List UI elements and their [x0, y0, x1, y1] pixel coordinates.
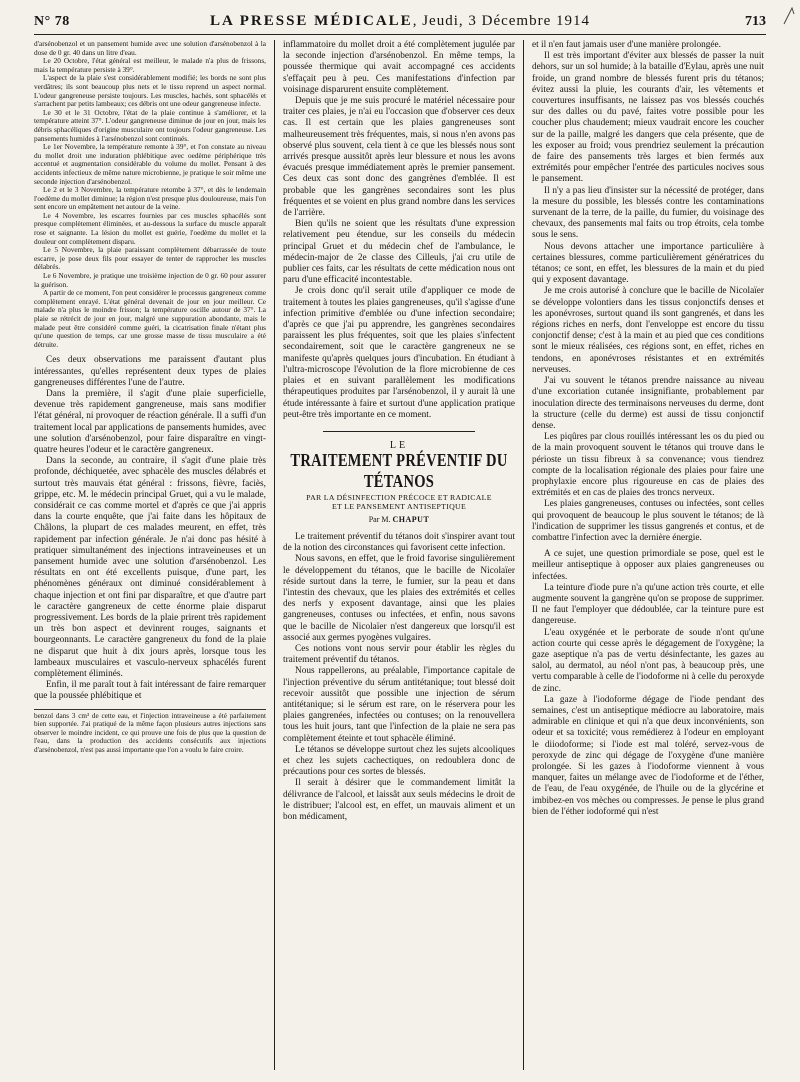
- issue-date: , Jeudi, 3 Décembre 1914: [412, 13, 590, 29]
- paragraph: Dans la seconde, au contraire, il s'agit d'une plaie très profonde, déchiquetée, avec sphacèle des muscles délabrés et surtout très mauvais état général : frissons, fièvre, faciès, grippe, etc. M. le médecin principal Gruet, qui a vu le malade, considérait ce cas comme mortel et d'après ce que j'ai appris dans la courte enquête, que j'ai faite dans les hôpitaux de Châlons, la plupart de ces malades meurent, en effet, très rapidement par infection générale. Je n'ai donc pas hésité à pratiquer simultanément des injections intraveineuses et un pansement humide avec une solution d'arsénobenzol. Les résultats en ont été excellents puisque, d'une part, les phénomènes généraux ont diminué considérablement à chaque injection et ont fini par disparaître, et que d'autre part le caractère gangreneux de cette énorme plaie disparut progressivement. Les bords de la plaie prirent très rapidement un très bon aspect et devinrent rouges, saignants et bourgeonnants. Le caractère gangreneux du fond de la plaie ne disparut que huit à dix jours après, lorsque tous les lambeaux musculaires et vasculo-nerveux sphacélés furent complètement éliminés.: [34, 456, 266, 680]
- article-title: TRAITEMENT PRÉVENTIF DU TÉTANOS: [290, 450, 508, 492]
- body-text: [532, 40, 764, 818]
- paragraph: Nous rappellerons, au préalable, l'importance capitale de l'injection préventive du sérum antitétanique; tout blessé doit recevoir aussitôt que possible une injection de sérum antitétanique; si le sérum est rare, on le réservera pour les plaies gangrenées, infectées ou contuses; on la renouvellera tous les huit jours, tant que l'infection de la plaie ne sera pas complètement éteinte et tout sphacèle éliminé.: [283, 666, 515, 744]
- paragraph: Nous devons attacher une importance particulière à certaines blessures, comme particulièrement génératrices du tétanos; ce sont, en effet, les blessures de la main et du pied qui y exposent davantage.: [532, 241, 764, 286]
- paragraph: L'eau oxygénée et le perborate de soude n'ont qu'une action courte qui cesse après le dégagement de l'oxygène; la gaze aseptique n'a pas de vertu désinfectante, les gazes au salol, au dermatol, au néol n'ont pas, à beaucoup près, une vertu comparable à celle de l'iodoforme ni à celle du peroxyde de zinc.: [532, 627, 764, 694]
- paragraph: Enfin, il me paraît tout à fait intéressant de faire remarquer que la poussée phlébitique et: [34, 680, 266, 702]
- paragraph: Le 30 et le 31 Octobre, l'état de la plaie continue à s'améliorer, et la température atteint 37°. L'odeur gangreneuse diminue de jour en jour, mais les débris sphacéliques d'origine musculaire ont toujours l'odeur gangreneuse. Les pansements humides à l'arsénobenzol sont continués.: [34, 107, 266, 143]
- page-header: [34, 12, 766, 35]
- paragraph: Le traitement préventif du tétanos doit s'inspirer avant tout de la notion des circonstances qui favorisent cette infection.: [283, 531, 515, 554]
- paragraph: Dans la première, il s'agit d'une plaie superficielle, devenue très rapidement gangreneuse, mais sans modifier l'état général, ni provoquer de réaction générale. Il a suffi d'un traitement local par applications de pansements humides, avec une solution d'arsénobenzol, pour faire disparaître en vingt-quatre heures l'odeur et le caractère gangreneux.: [34, 388, 266, 455]
- paragraph: Le tétanos se développe surtout chez les sujets alcooliques et chez les sujets cachectiques, on redoublera donc de précautions pour ces sortes de blessés.: [283, 744, 515, 778]
- column-3: [532, 40, 764, 1072]
- paragraph: Depuis que je me suis procuré le matériel nécessaire pour traiter ces plaies, je n'ai eu l'occasion que d'observer ces deux cas. Il est certain que les plaies gangreneuses sont malheureusement très fréquentes, mais, si nous n'en avons pas observé plus souvent, cela tient à ce que les blessés nous sont arrivés presque aussitôt après leur blessure et nous les avons évacués presque immédiatement après le premier pansement. Ces deux cas sont donc des gangrènes d'emblée. Il est probable que les gangrènes secondaires sont les plus fréquentes et se voient en plus grand nombre dans les services de l'arrière.: [283, 96, 515, 219]
- article-body: [283, 532, 515, 823]
- paragraph: Ces deux observations me paraissent d'autant plus intéressantes, qu'elles représentent deux types de plaies gangreneuses différentes l'une de l'autre.: [34, 355, 266, 388]
- paragraph: Les plaies gangreneuses, contuses ou infectées, sont celles qui provoquent de beaucoup le plus souvent le tétanos; de là l'indication de supprimer les tissus gangrenés et contus, et de combattre l'infection avec la dernière énergie.: [532, 499, 764, 543]
- column-2: [283, 40, 515, 1072]
- paragraph: Le 4 Novembre, les escarres fournies par ces muscles sphacélés sont presque complètement éliminées, et au-dessous la surface du muscle apparaît rose et saignante. La lésion du mollet est guérie, l'oedème du mollet et la douleur ont complètement disparu.: [34, 210, 266, 246]
- paragraph: et il n'en faut jamais user d'une manière prolongée.: [532, 40, 721, 50]
- paragraph: La teinture d'iode pure n'a qu'une action très courte, et elle augmente souvent la gangrène qu'on se propose de supprimer. Il ne faut l'employer que dédoublée, car la teinture pure est dangereuse.: [532, 582, 764, 627]
- paragraph: Je me crois autorisé à conclure que le bacille de Nicolaïer se développe volontiers dans les tissus conjonctifs denses et les aponévroses, surtout quand ils sont gangrenés, et dans les régions riches en nerfs, dont l'enveloppe est encore du tissu conjonctif dense; c'est à la main et au pied que ces conditions sont le mieux réalisées, ces régions sont, en effet, riches en tendons, en aponévroses résistantes et en extrémités nerveuses.: [532, 286, 764, 375]
- paragraph: Le 5 Novembre, la plaie paraissant complètement débarrassée de toute escarre, je pose deux fils pour essayer de tenter de rapprocher les muscles délabrés.: [34, 245, 266, 272]
- publication-name: LA PRESSE MÉDICALE: [209, 13, 413, 29]
- byline-prefix: Par M.: [368, 514, 393, 524]
- paragraph: inflammatoire du mollet droit a été complètement jugulée par la seconde injection d'arsénobenzol. En même temps, la poussée thermique qui avait accompagné ces accidents s'effaçait peu à peu. Ces manifestations d'infection par voisinage disparurent ensuite complètement.: [283, 40, 515, 95]
- paragraph: Ces notions vont nous servir pour établir les règles du traitement préventif du tétanos.: [283, 643, 515, 666]
- case-notes: [34, 40, 266, 349]
- paragraph: Le 2 et le 3 Novembre, la température retombe à 37°, et dès le lendemain l'oedème du mollet diminue; la région n'est presque plus douloureuse, mais l'on sent encore un empâtement net autour de la veine.: [34, 185, 266, 212]
- paragraph: A ce sujet, une question primordiale se pose, quel est le meilleur antiseptique à opposer aux plaies gangreneuses ou infectées.: [532, 549, 764, 582]
- body-text: [283, 40, 515, 421]
- article-heading: [283, 440, 515, 524]
- article-subtitle-line: PAR LA DÉSINFECTION PRÉCOCE ET RADICALE: [306, 492, 492, 502]
- masthead-title: [34, 13, 766, 30]
- footnote: [34, 709, 266, 755]
- body-text: [34, 355, 266, 702]
- column-rule: [274, 40, 275, 1070]
- page-number: 713: [745, 14, 766, 29]
- column-rule: [523, 40, 524, 1070]
- paragraph: d'arsénobenzol et un pansement humide avec une solution d'arsénobenzol à la dose de 0 gr. 40 dans un litre d'eau.: [34, 40, 266, 57]
- paragraph: La gaze à l'iodoforme dégage de l'iode pendant des semaines, c'est un antiseptique médiocre au laboratoire, mais admirable en clinique et qui n'a que deux inconvénients, son odeur et sa toxicité; vous remédierez à l'odeur en employant le diiodoforme; si l'iode est mal toléré, servez-vous de peroxyde de zinc qui dégage de l'oxygène d'une manière prolongée. Si les gazes à l'iodoforme viennent à vous manquer, faites un mélange avec de l'iodoforme et de l'éther, de l'eau, de l'eau oxygénée, de l'huile ou de la glycérine et imbibez-en vos mèches ou compresses. Je pense le plus grand bien de l'éther iodoformé qui n'est: [532, 694, 764, 817]
- article-subtitle: [283, 493, 515, 512]
- paragraph: Le 6 Novembre, je pratique une troisième injection de 0 gr. 60 pour assurer la guérison.: [34, 271, 266, 289]
- crop-mark-icon: [782, 6, 796, 26]
- paragraph: L'aspect de la plaie s'est considérablement modifié; les bords ne sont plus verdâtres; ils sont beaucoup plus nets et le tissu reprend un aspect normal. L'odeur gangreneuse persiste toujours. Les muscles, hachés, sont sphacélés et s'arrachent par petits lambeaux; ces débris ont une odeur gangreneuse infecte.: [34, 73, 266, 109]
- paragraph: Bien qu'ils ne soient que les résultats d'une expression relativement peu étendue, sur les conseils du médecin principal Gruet et du médecin chef de l'ambulance, le médecin-major de 2e classe des Cilleuls, j'ai cru utile de publier ces faits, car les résultats de cette médication nous ont paru d'une efficacité incontestable.: [283, 219, 515, 286]
- paragraph: Il est très important d'éviter aux blessés de passer la nuit dehors, sur un sol humide; à la bataille d'Eylau, après une nuit froide, un grand nombre de blessés furent pris du tétanos; évitez aussi la pluie, les courants d'air, les vêtements et couvertures insuffisants, ne laissez pas vos blessés couchés sur des dalles ou du pavé, faites votre possible pour les coucher plus chaudement; mieux vaudrait encore les coucher sur de la paille, malgré les dangers que cela présente, que de les exposer au froid; vous prendriez seulement la précaution de faire des pansements très larges et bien fermés aux extrémités pour empêcher l'entrée des particules nocives sous le pansement.: [532, 51, 764, 185]
- article-subtitle-line: ET LE PANSEMENT ANTISEPTIQUE: [331, 502, 467, 512]
- article-divider: [323, 431, 475, 432]
- paragraph: Il serait à désirer que le commandement limitât la délivrance de l'alcool, et laissât aux seuls médecins le droit de le distribuer; l'alcool est, en effet, un mauvais aliment et un bon médicament,: [283, 778, 515, 822]
- footnote-text: benzol dans 3 cm³ de cette eau, et l'injection intraveineuse a été parfaitement bien supportée. J'ai pratiqué de la même façon plusieurs autres injections sans observer le moindre incident, ce qui prouve une fois de plus que la question de l'eau, dans la production des accidents consécutifs aux injections d'arsénobenzol, n'est pas aussi importante que l'on a voulu le faire croire.: [34, 711, 266, 755]
- article-byline: [283, 515, 515, 524]
- paragraph: Le 20 Octobre, l'état général est meilleur, le malade n'a plus de frissons, mais la température persiste à 39°.: [34, 56, 266, 74]
- paragraph: Les piqûres par clous rouillés intéressant les os du pied ou de la main provoquent souvent le tétanos qui trouve dans le périoste un tissu fibreux à sa convenance; vous tiendrez compte de la localisation régionale des plaies pour faire une prophylaxie encore plus rigoureuse en cas de plaies des extrémités et en cas de plaies des troncs nerveux.: [532, 432, 764, 499]
- paragraph: Le 1er Novembre, la température remonte à 39°, et l'on constate au niveau du mollet droit une induration phlébitique avec oedème périphérique très accentué et augmentation considérable du volume du mollet. Pensant à des accidents infectieux de même nature microbienne, je pratique le soir même une seconde injection d'arsénobenzol.: [34, 142, 266, 186]
- paragraph: Il n'y a pas lieu d'insister sur la nécessité de protéger, dans la mesure du possible, les blessés contre les contaminations survenant de la terre, de la paille, du fumier, du voisinage des chevaux, des pansements mal faits ou trop étroits, cela tombe sous le sens.: [532, 185, 764, 241]
- column-1: [34, 40, 266, 1072]
- issue-number: N° 78: [34, 14, 70, 29]
- article-kicker: LE: [389, 439, 409, 451]
- paragraph: A partir de ce moment, l'on peut considérer le processus gangreneux comme complètement enrayé. L'état général devenait de jour en jour meilleur. Ce malade n'a plus le moindre frisson; la température oscille autour de 37°. La plaie se rétrécit de jour en jour, malgré une suppuration abondante, mais le malade peut être considéré comme guéri, la cicatrisation finale n'étant plus qu'une question de temps, car une grosse masse de tissu musculaire a été détruite.: [34, 288, 266, 349]
- author-name: CHAPUT: [392, 514, 430, 524]
- paragraph: Nous savons, en effet, que le froid favorise singulièrement le développement du tétanos, que le bacille de Nicolaïer réside surtout dans la terre, le fumier, sur la peau et dans l'intestin des chevaux, que les plaies des extrémités et celles des nerfs y exposent davantage, ainsi que les plaies gangreneuses, contuses ou infectées, et enfin, nous savons que le bacille de Nicolaïer n'est dangereux que lorsqu'il est associé aux germes pyogènes vulgaires.: [283, 554, 515, 643]
- paragraph: J'ai vu souvent le tétanos prendre naissance au niveau d'une excoriation cutanée insignifiante, probablement par inoculation directe des terminaisons nerveuses du derme, dont la structure (celle du derme) est aussi de tissu conjonctif dense.: [532, 376, 764, 431]
- paragraph: Je crois donc qu'il serait utile d'appliquer ce mode de traitement à toutes les plaies gangreneuses, qu'il s'agisse d'une infection primitive d'emblée ou d'une infection secondaire; d'après ce que j'ai pu apprendre, les gangrènes secondaires paraissent les plus fréquentes, soit que les plaies s'infectent secondairement, soit que le caractère gangreneux ne se manifeste qu'après quelques jours d'incubation. En étudiant à l'ultra-microscope l'évolution de la flore microbienne de ces plaies et en suivant parallèlement les modifications thérapeutiques produites par l'arsénobenzol, il y aurait là une étude intéressante à faire et surtout d'une application pratique peut-être très importante en ce moment.: [283, 286, 515, 420]
